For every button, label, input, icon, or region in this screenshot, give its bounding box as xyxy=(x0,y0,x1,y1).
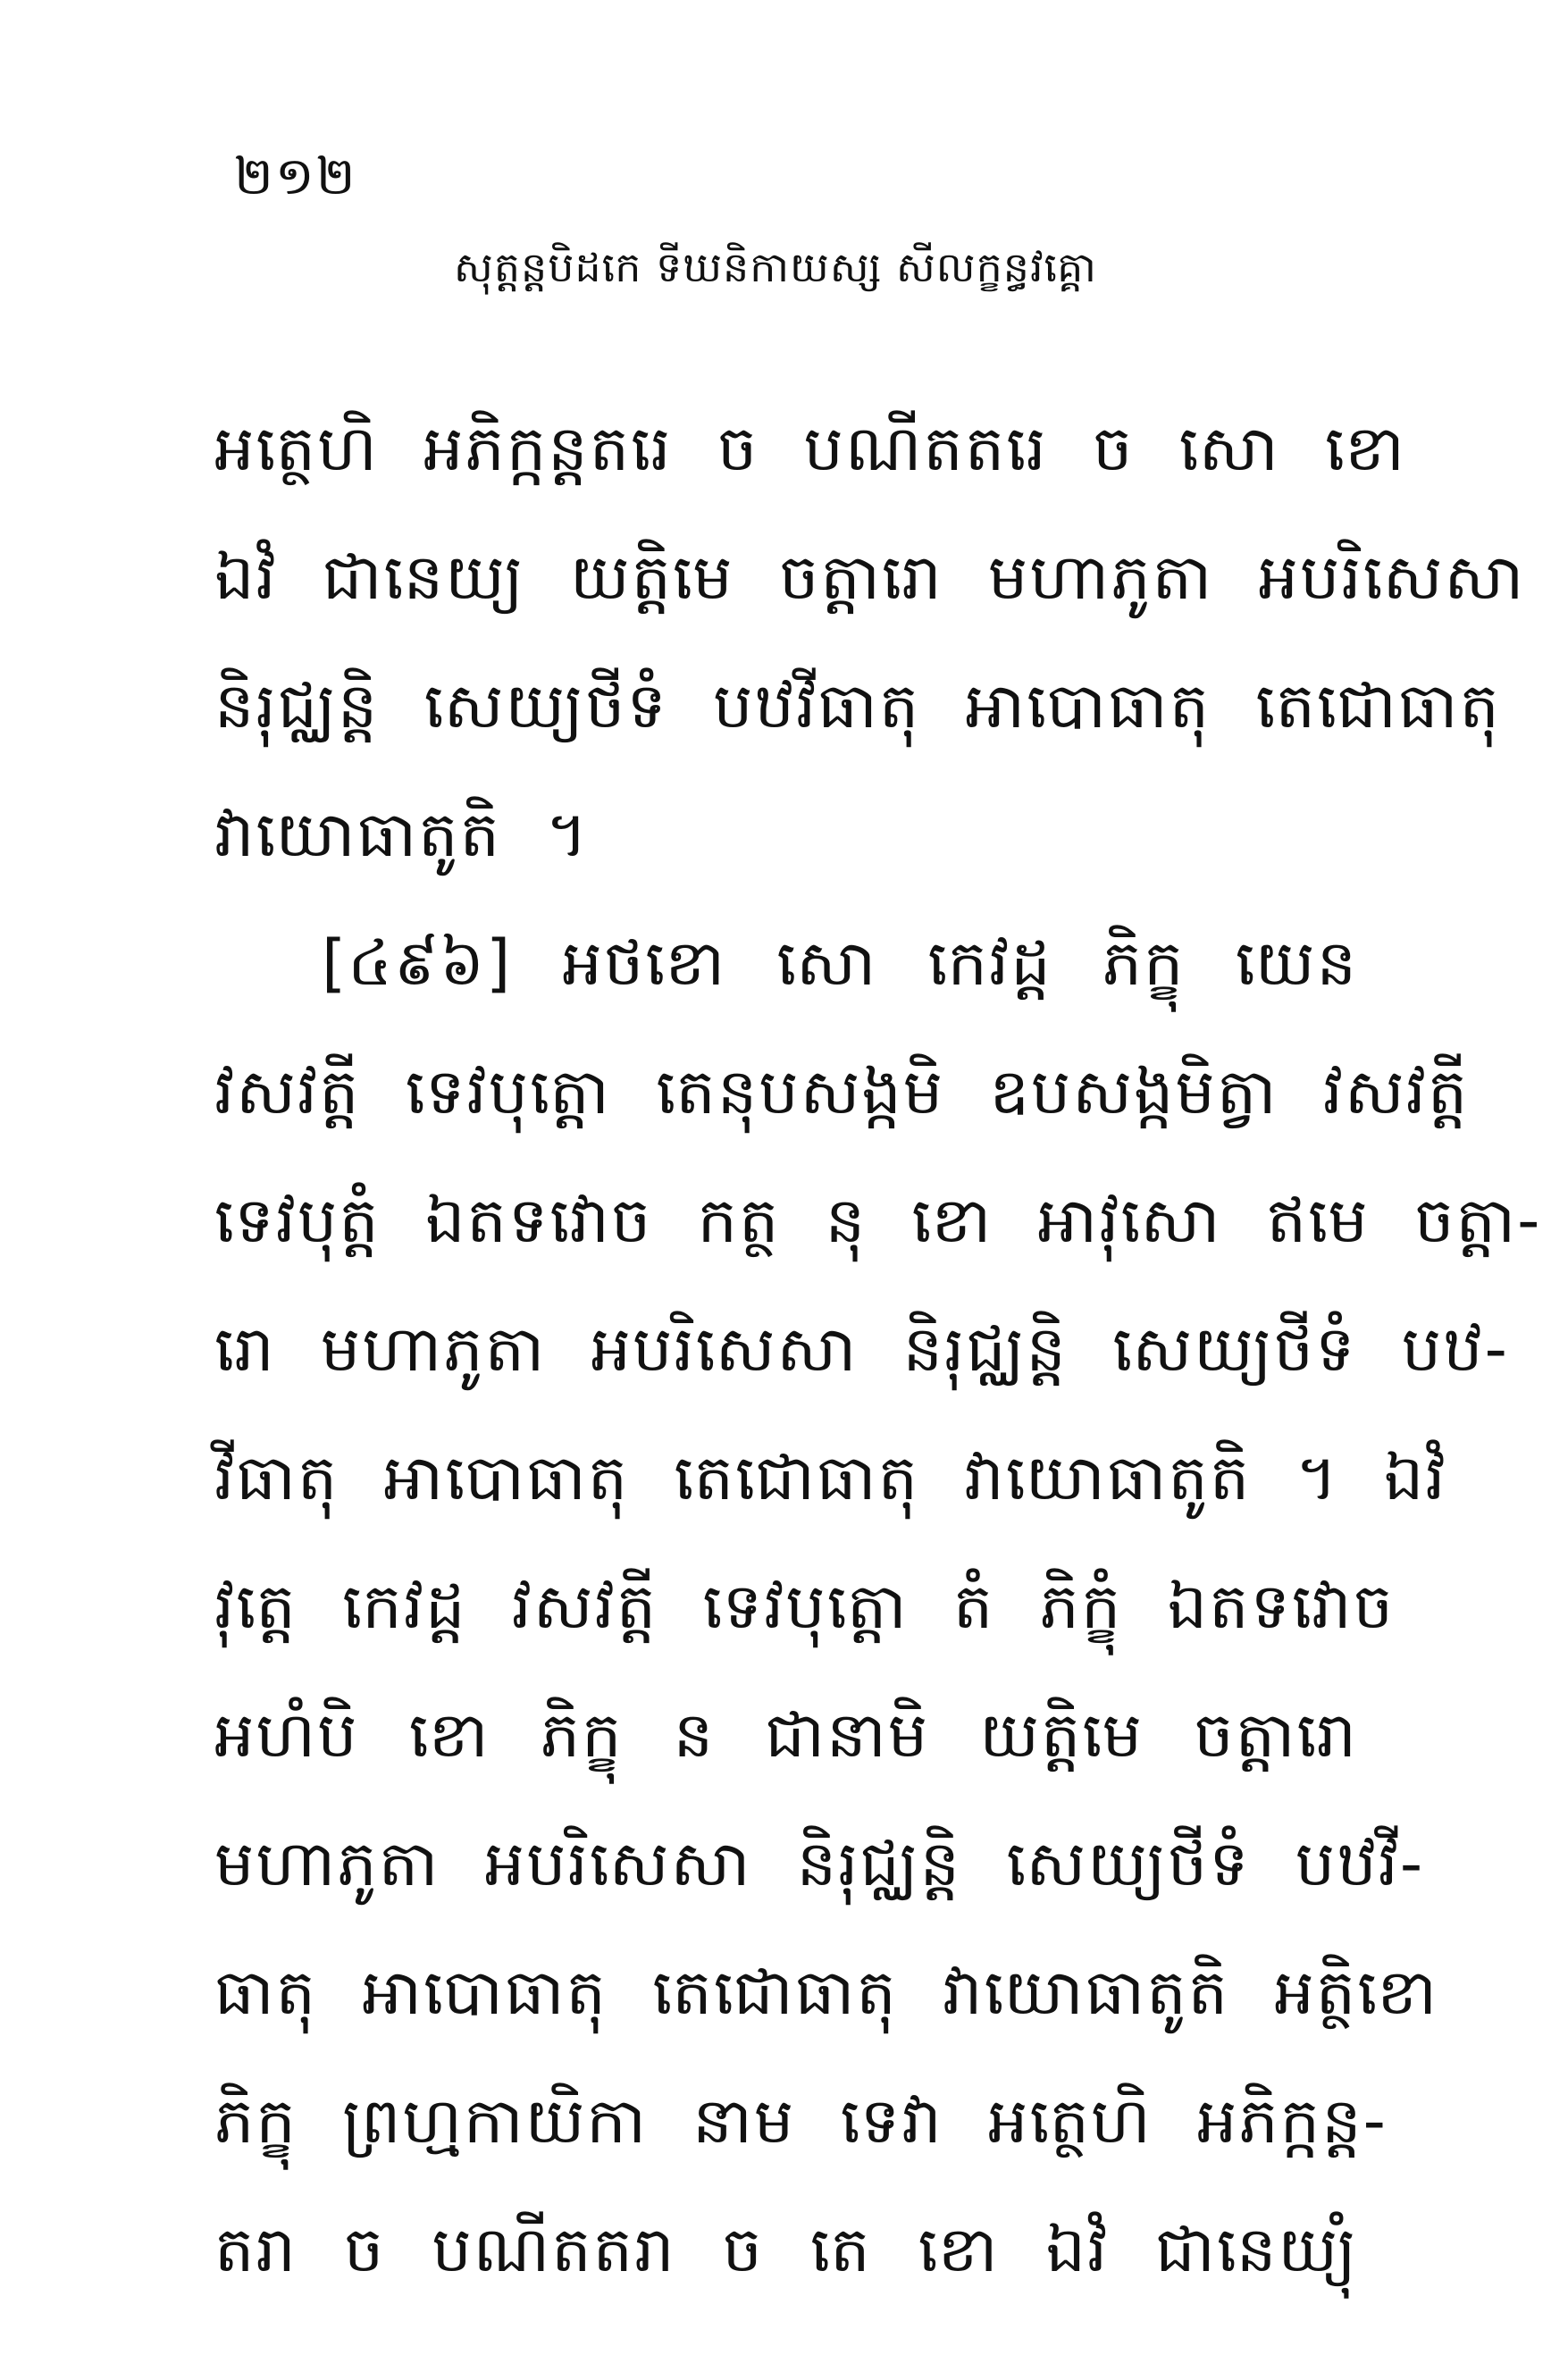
text-line: មហាភូតា អបរិសេសា និរុជ្ឈន្តិ សេយ្យថីទំ បឋវី- xyxy=(214,1827,1425,1900)
text-line: [៤៩៦] អថខោ សោ កេវដ្ដ ភិក្ខុ យេន xyxy=(322,926,1358,1000)
text-line: អហំបិ ខោ ភិក្ខុ ន ជានាមិ យត្តិមេ ចត្តារោ xyxy=(214,1698,1358,1772)
text-line: អត្ថេហិ អភិក្កន្តតរេ ច បណីតតរេ ច សោ ខោ xyxy=(214,412,1406,485)
body-text xyxy=(214,384,1542,2314)
text-line: ឯវំ ជានេយ្យ យត្តិមេ ចត្តារោ មហាភូតា អបរិសេសា xyxy=(214,541,1526,614)
page-number: ២១២ xyxy=(234,146,357,206)
text-line: វុត្តេ កេវដ្ដ វសវត្តី ទេវបុត្តោ តំ ភិក្ខុំ ឯតទវោច xyxy=(214,1570,1396,1643)
text-line: ភិក្ខុ ព្រហ្មកាយិកា នាម ទេវា អត្ថេហិ អភិក្កន្ត- xyxy=(214,2084,1388,2158)
text-line: តរា ច បណីតតរា ច តេ ខោ ឯវំ ជានេយ្យុំ xyxy=(214,2213,1358,2286)
text-line: និរុជ្ឈន្តិ សេយ្យថីទំ បឋវីធាតុ អាបោធាតុ តេជោធាតុ xyxy=(214,669,1501,742)
text-line: ទេវបុត្តំ ឯតទវោច កត្ថ នុ ខោ អាវុសោ ឥមេ ចត្តា- xyxy=(214,1184,1542,1257)
running-header: សុត្តន្តបិដកេ ទីឃនិកាយស្ស សីលក្ខន្ធវគ្គោ xyxy=(454,243,1097,291)
text-line: វសវត្តី ទេវបុត្តោ តេនុបសង្កមិ ឧបសង្កមិត្វា វសវត្តី xyxy=(214,1055,1470,1128)
text-line: វីធាតុ អាបោធាតុ តេជោធាតុ វាយោធាតូតិ ។ ឯវំ xyxy=(214,1441,1447,1514)
text-line: វាយោធាតូតិ ។ xyxy=(214,798,590,871)
text-line: ធាតុ អាបោធាតុ តេជោធាតុ វាយោធាតូតិ អត្ថិខោ xyxy=(214,1956,1439,2029)
text-line: រោ មហាភូតា អបរិសេសា និរុជ្ឈន្តិ សេយ្យថីទំ បឋ- xyxy=(214,1312,1509,1386)
